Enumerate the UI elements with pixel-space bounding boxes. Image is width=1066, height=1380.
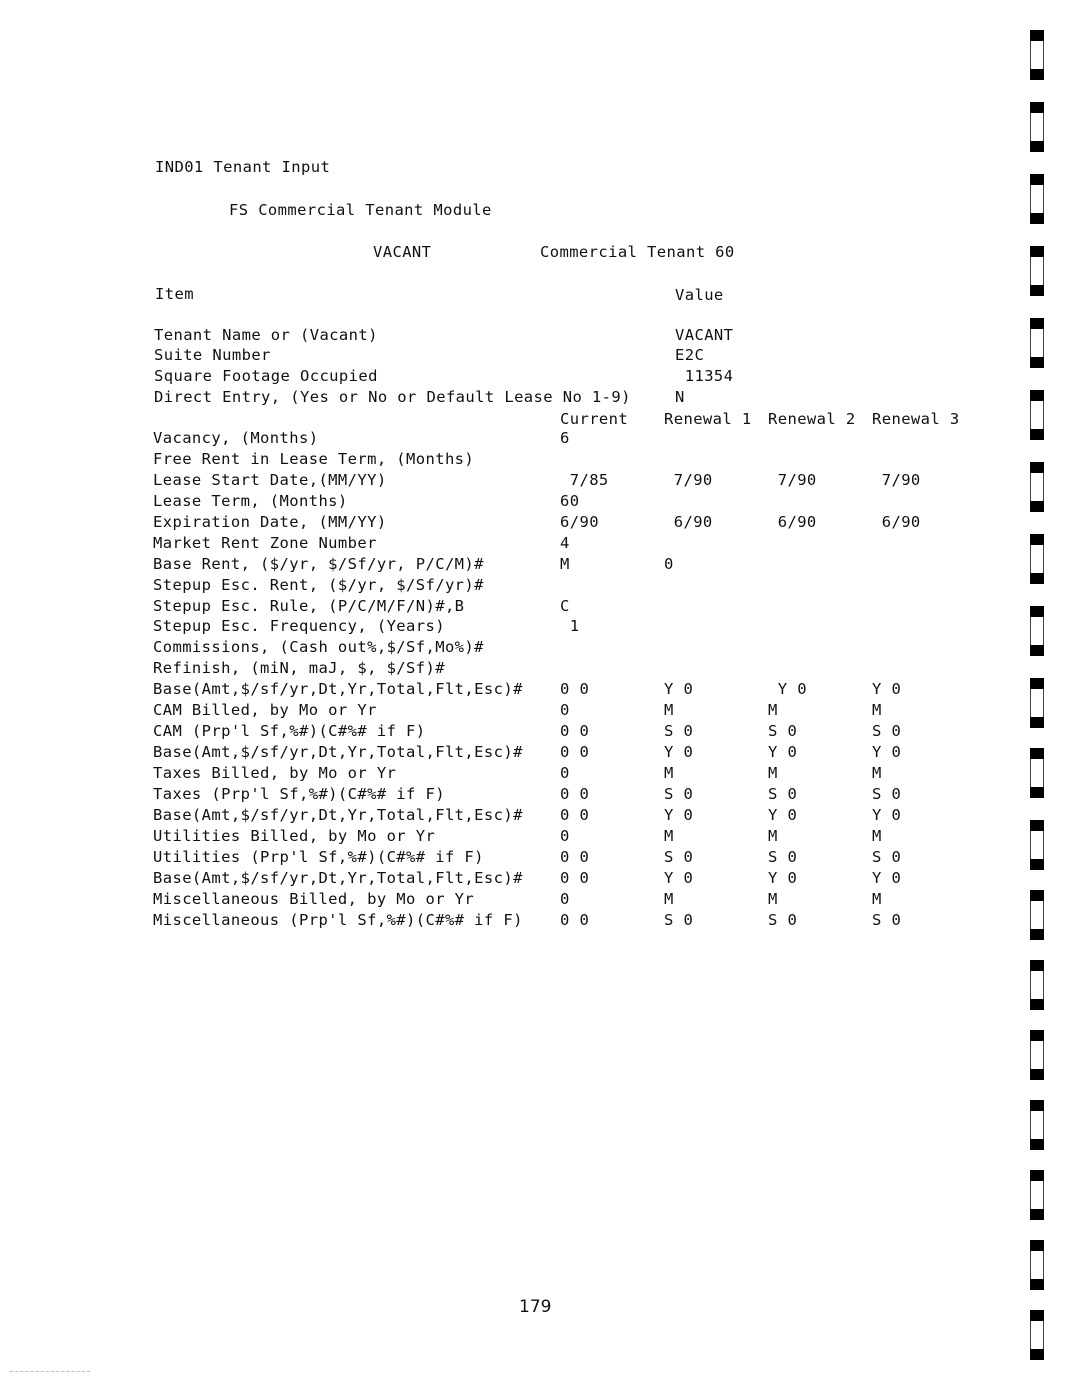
renewal-2-cell: Y 0 [768,680,807,698]
binder-hole [1030,534,1044,584]
renewal-1-cell: M [664,764,674,782]
row-label: CAM (Prp'l Sf,%#)(C#%# if F) [153,722,426,740]
renewal-3-cell: 6/90 [872,513,921,531]
renewal-1-cell: S 0 [664,848,694,866]
renewal-1-cell: 0 [664,555,674,573]
renewal-1-cell: Y 0 [664,869,694,887]
current-cell: 7/85 [560,471,609,489]
renewal-3-cell: S 0 [872,848,902,866]
row-label: Taxes Billed, by Mo or Yr [153,764,397,782]
tenant-label: Commercial Tenant 60 [540,243,735,261]
renewal-3-cell: S 0 [872,722,902,740]
renewal-1-cell: Y 0 [664,680,694,698]
current-cell: 0 [560,890,570,908]
field-value: N [675,388,685,406]
row-label: Utilities Billed, by Mo or Yr [153,827,436,845]
current-cell: 0 0 [560,785,590,803]
renewal-3-cell: M [872,764,882,782]
binder-hole [1030,678,1044,728]
renewal-1-column-header: Renewal 1 [664,410,752,428]
tenant-status: VACANT [373,243,432,261]
row-label: Free Rent in Lease Term, (Months) [153,450,475,468]
renewal-2-cell: M [768,764,778,782]
current-cell: 0 0 [560,848,590,866]
row-label: Miscellaneous (Prp'l Sf,%#)(C#%# if F) [153,911,523,929]
field-label: Square Footage Occupied [154,367,378,385]
renewal-2-cell: M [768,890,778,908]
row-label: Stepup Esc. Frequency, (Years) [153,617,445,635]
renewal-1-cell: 6/90 [664,513,713,531]
row-label: Taxes (Prp'l Sf,%#)(C#%# if F) [153,785,445,803]
renewal-2-cell: Y 0 [768,806,798,824]
binder-hole [1030,748,1044,798]
renewal-3-cell: Y 0 [872,680,902,698]
current-cell: 0 [560,827,570,845]
current-cell: C [560,597,570,615]
binder-hole [1030,1030,1044,1080]
value-column-header: Value [675,286,724,304]
row-label: Base(Amt,$/sf/yr,Dt,Yr,Total,Flt,Esc)# [153,680,523,698]
renewal-3-cell: S 0 [872,785,902,803]
renewal-2-cell: S 0 [768,785,798,803]
field-value: 11354 [675,367,734,385]
scan-artifact-line [10,1371,90,1372]
row-label: Base Rent, ($/yr, $/Sf/yr, P/C/M)# [153,555,484,573]
row-label: Vacancy, (Months) [153,429,319,447]
module-name: FS Commercial Tenant Module [229,201,492,219]
row-label: Base(Amt,$/sf/yr,Dt,Yr,Total,Flt,Esc)# [153,869,523,887]
renewal-2-cell: S 0 [768,911,798,929]
binder-hole [1030,890,1044,940]
renewal-2-cell: Y 0 [768,743,798,761]
current-cell: 0 0 [560,722,590,740]
renewal-1-cell: S 0 [664,785,694,803]
current-cell: 1 [560,617,580,635]
row-label: CAM Billed, by Mo or Yr [153,701,377,719]
current-cell: 0 0 [560,806,590,824]
binder-hole [1030,960,1044,1010]
renewal-2-cell: 7/90 [768,471,817,489]
renewal-1-cell: 7/90 [664,471,713,489]
renewal-1-cell: Y 0 [664,743,694,761]
field-label: Tenant Name or (Vacant) [154,326,378,344]
row-label: Stepup Esc. Rent, ($/yr, $/Sf/yr)# [153,576,484,594]
row-label: Lease Start Date,(MM/YY) [153,471,387,489]
current-cell: 4 [560,534,570,552]
field-label: Direct Entry, (Yes or No or Default Lease No 1-9) [154,388,631,406]
row-label: Base(Amt,$/sf/yr,Dt,Yr,Total,Flt,Esc)# [153,806,523,824]
row-label: Commissions, (Cash out%,$/Sf,Mo%)# [153,638,484,656]
binder-hole [1030,102,1044,152]
binder-hole [1030,820,1044,870]
binder-hole [1030,462,1044,512]
binder-hole [1030,1310,1044,1360]
renewal-3-cell: 7/90 [872,471,921,489]
field-value: E2C [675,346,705,364]
row-label: Utilities (Prp'l Sf,%#)(C#%# if F) [153,848,484,866]
row-label: Lease Term, (Months) [153,492,348,510]
renewal-2-cell: M [768,827,778,845]
renewal-3-cell: Y 0 [872,743,902,761]
field-label: Suite Number [154,346,271,364]
binder-hole [1030,318,1044,368]
renewal-3-column-header: Renewal 3 [872,410,960,428]
report-title: IND01 Tenant Input [155,158,331,176]
renewal-2-cell: S 0 [768,848,798,866]
current-cell: 0 [560,764,570,782]
renewal-3-cell: S 0 [872,911,902,929]
renewal-3-cell: M [872,701,882,719]
renewal-1-cell: Y 0 [664,806,694,824]
renewal-2-cell: 6/90 [768,513,817,531]
current-cell: 0 0 [560,743,590,761]
current-cell: 6 [560,429,570,447]
row-label: Miscellaneous Billed, by Mo or Yr [153,890,475,908]
renewal-1-cell: M [664,890,674,908]
current-cell: 0 0 [560,680,590,698]
row-label: Base(Amt,$/sf/yr,Dt,Yr,Total,Flt,Esc)# [153,743,523,761]
binder-hole [1030,1170,1044,1220]
binder-hole [1030,1240,1044,1290]
field-value: VACANT [675,326,734,344]
binder-hole [1030,1100,1044,1150]
renewal-3-cell: Y 0 [872,806,902,824]
binder-holes [1030,30,1050,1375]
current-cell: 60 [560,492,580,510]
binder-hole [1030,390,1044,440]
current-cell: 0 [560,701,570,719]
row-label: Market Rent Zone Number [153,534,377,552]
item-column-header: Item [155,285,194,303]
row-label: Expiration Date, (MM/YY) [153,513,387,531]
renewal-2-column-header: Renewal 2 [768,410,856,428]
binder-hole [1030,30,1044,80]
renewal-1-cell: M [664,701,674,719]
row-label: Stepup Esc. Rule, (P/C/M/F/N)#,B [153,597,465,615]
current-cell: 0 0 [560,869,590,887]
renewal-2-cell: Y 0 [768,869,798,887]
binder-hole [1030,606,1044,656]
current-cell: 6/90 [560,513,599,531]
renewal-2-cell: M [768,701,778,719]
renewal-2-cell: S 0 [768,722,798,740]
row-label: Refinish, (miN, maJ, $, $/Sf)# [153,659,445,677]
renewal-1-cell: M [664,827,674,845]
renewal-3-cell: M [872,827,882,845]
renewal-3-cell: M [872,890,882,908]
page-number: 179 [519,1297,552,1317]
binder-hole [1030,246,1044,296]
renewal-1-cell: S 0 [664,911,694,929]
binder-hole [1030,174,1044,224]
current-cell: 0 0 [560,911,590,929]
current-cell: M [560,555,570,573]
renewal-1-cell: S 0 [664,722,694,740]
current-column-header: Current [560,410,629,428]
renewal-3-cell: Y 0 [872,869,902,887]
